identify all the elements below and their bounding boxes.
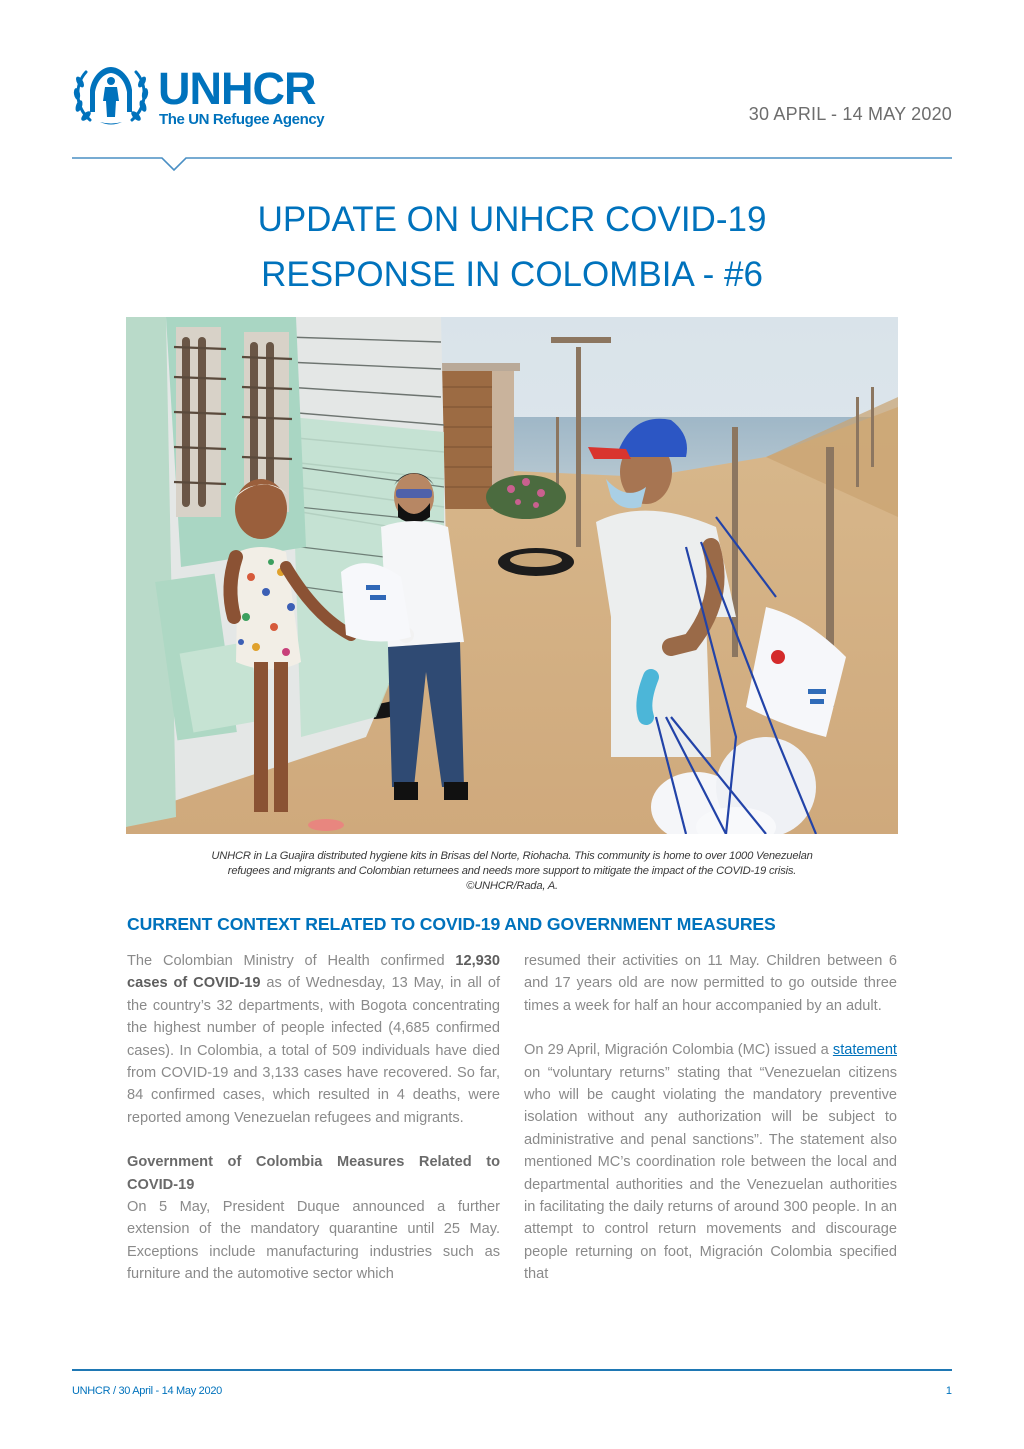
- hero-photo: [126, 317, 898, 834]
- photo-credit: ©UNHCR/Rada, A.: [466, 880, 558, 892]
- subheading-government-measures: Government of Colombia Measures Related to COVID-19: [127, 1154, 500, 1193]
- right-column: [524, 950, 897, 1286]
- section-heading: CURRENT CONTEXT RELATED TO COVID-19 AND GOVERNMENT MEASURES: [127, 914, 776, 934]
- left-column: [127, 950, 500, 1286]
- highlighted-case-count: 12,930 cases of COVID-19: [127, 953, 500, 992]
- unhcr-emblem-icon: [72, 64, 150, 128]
- text-span: On 29 April, Migración Colombia (MC) issued a: [524, 1042, 833, 1059]
- logo-tagline: The UN Refugee Agency: [159, 111, 325, 128]
- paragraph-case-statistics: [127, 950, 500, 1129]
- paragraph-migracion-statement: [524, 1039, 897, 1285]
- header-divider: [72, 156, 952, 176]
- footer-source: UNHCR / 30 April - 14 May 2020: [72, 1385, 222, 1397]
- statement-link[interactable]: statement: [832, 1042, 897, 1059]
- caption-line-1: UNHCR in La Guajira distributed hygiene kits in Brisas del Norte, Riohacha. This community is home to over 1000 Venezuelan: [211, 850, 813, 862]
- page-title-line-1: UPDATE ON UNHCR COVID-19: [257, 200, 767, 239]
- photo-caption: [120, 849, 904, 894]
- page-number: 1: [945, 1385, 952, 1397]
- page-title-line-2: RESPONSE IN COLOMBIA - #6: [261, 255, 763, 294]
- footer-divider: [72, 1369, 952, 1371]
- text-span: on “voluntary returns” stating that “Venezuelan citizens who will be caught violating the mandatory preventive isolation without any authorization will be subject to administrative and penal sanctions”. The statement also mentioned MC’s coordination role between the local and departmental authorities and the Venezuelan authorities in facilitating the daily returns of around 300 people. In an attempt to control return movements and discourage people returning on foot, Migración Colombia specified that: [524, 1064, 897, 1283]
- logo-wordmark: UNHCR: [158, 63, 316, 114]
- caption-line-2: refugees and migrants and Colombian returnees and needs more support to mitigate the impact of the COVID-19 crisis.: [227, 865, 797, 877]
- paragraph-quarantine-extension: On 5 May, President Duque announced a further extension of the mandatory quarantine until 25 May. Exceptions include manufacturing industries such as furniture and the automotive sector which: [127, 1199, 500, 1283]
- text-span: The Colombian Ministry of Health confirmed: [127, 953, 456, 969]
- unhcr-logo: [72, 64, 352, 132]
- text-span: as of Wednesday, 13 May, in all of the country’s 32 departments, with Bogota concentrating the highest number of people infected (4,685 confirmed cases). In Colombia, a total of 509 individuals have died from COVID-19 and 3,133 cases have recovered. So far, 84 confirmed cases, which resulted in 4 deaths, were reported among Venezuelan refugees and migrants.: [127, 975, 500, 1126]
- report-date-range: 30 APRIL - 14 MAY 2020: [748, 104, 952, 124]
- paragraph-reopening: resumed their activities on 11 May. Children between 6 and 17 years old are now permitted to go outside three times a week for half an hour accompanied by an adult.: [524, 953, 897, 1014]
- page-title: [0, 192, 1024, 302]
